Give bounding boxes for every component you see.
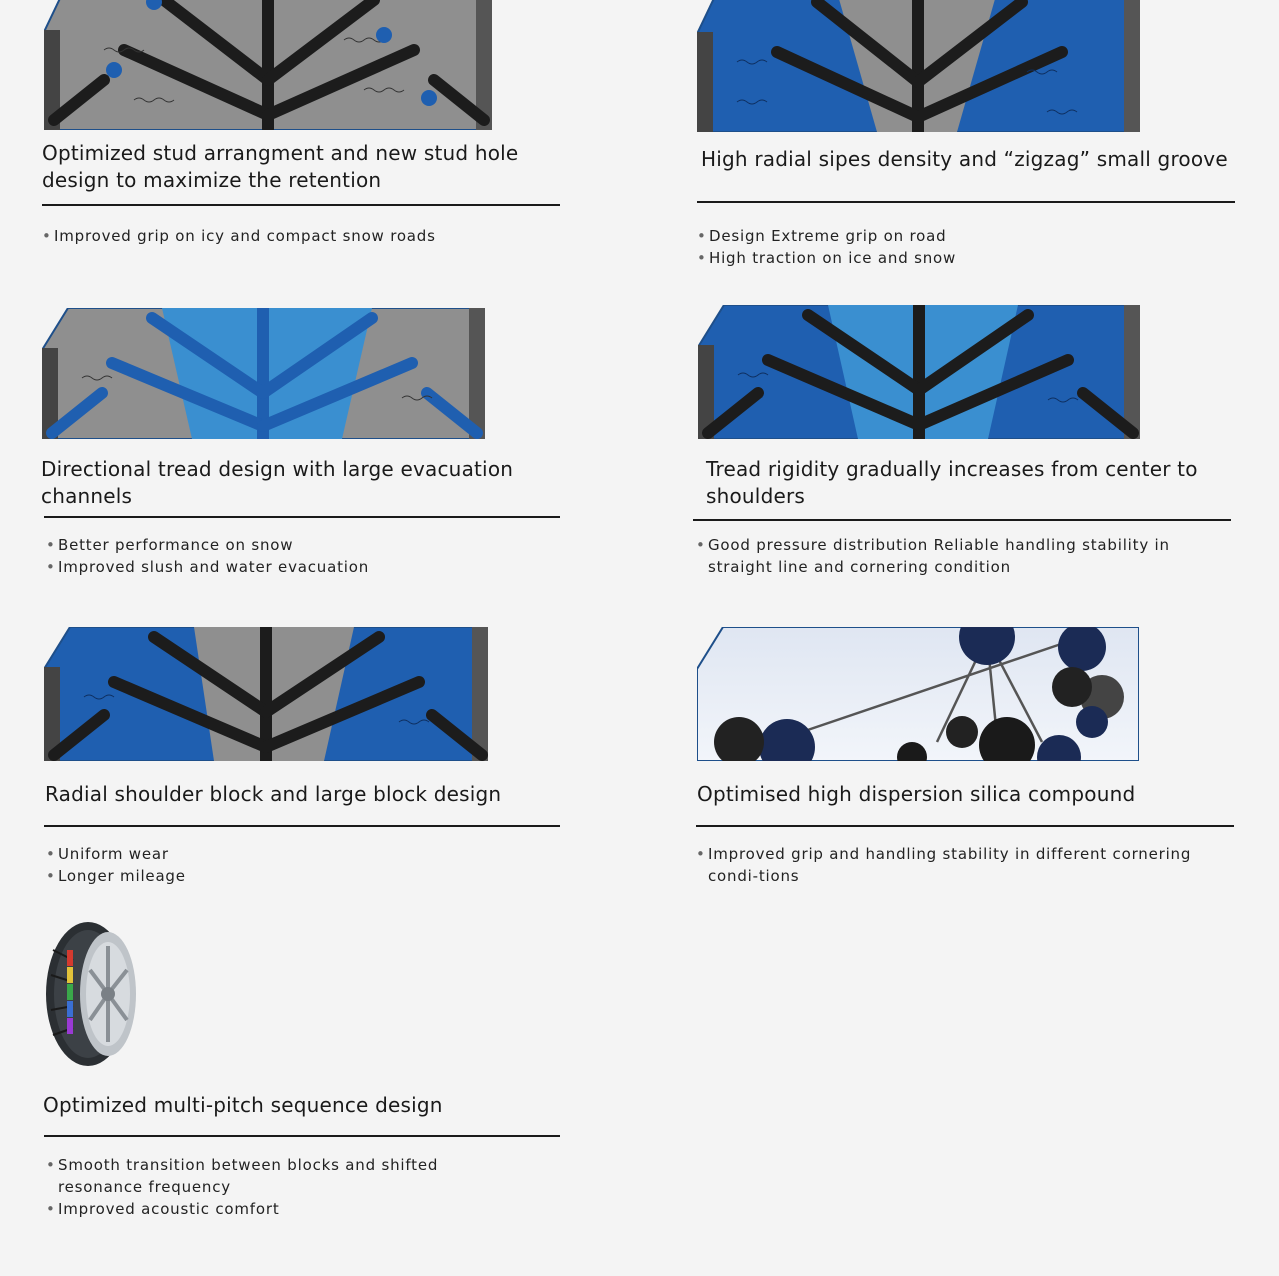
bullet-item: • Improved grip and handling stability in different cornering condi-tions [696, 843, 1236, 887]
feature-title: Optimised high dispersion silica compound [697, 782, 1136, 806]
feature-title: Optimized stud arrangment and new stud hole design to maximize the retention [42, 141, 519, 192]
bullet-list [42, 225, 572, 247]
feature-title: High radial sipes density and “zigzag” small groove [701, 147, 1228, 171]
bullet-list [46, 843, 576, 887]
sipes-tread-image [697, 0, 1140, 132]
bullet-item: • Smooth transition between blocks and shifted resonance frequency [46, 1154, 526, 1198]
feature-title: Tread rigidity gradually increases from center to shoulders [706, 457, 1198, 508]
bullet-list [696, 534, 1236, 578]
bullet-list [46, 1154, 526, 1220]
bullet-list [697, 225, 1237, 269]
bullet-item: • Better performance on snow [46, 534, 576, 556]
stud-tread-image [44, 0, 492, 130]
bullet-item: • High traction on ice and snow [697, 247, 1237, 269]
bullet-list [46, 534, 576, 578]
silica-molecule-image [697, 627, 1139, 761]
divider [697, 201, 1235, 203]
tire-image [43, 920, 137, 1068]
bullet-list [696, 843, 1236, 887]
feature-title: Radial shoulder block and large block design [45, 782, 502, 806]
bullet-item: • Improved slush and water evacuation [46, 556, 576, 578]
divider [693, 519, 1231, 521]
bullet-item: • Design Extreme grip on road [697, 225, 1237, 247]
divider [42, 204, 560, 206]
divider [44, 516, 560, 518]
divider [44, 1135, 560, 1137]
divider [696, 825, 1234, 827]
bullet-item: • Longer mileage [46, 865, 576, 887]
divider [44, 825, 560, 827]
bullet-item: • Good pressure distribution Reliable handling stability in straight line and cornering condition [696, 534, 1236, 578]
bullet-item: • Improved grip on icy and compact snow roads [42, 225, 572, 247]
shoulder-tread-image [44, 627, 488, 761]
feature-title: Optimized multi-pitch sequence design [43, 1093, 443, 1117]
bullet-item: • Improved acoustic comfort [46, 1198, 526, 1220]
bullet-item: • Uniform wear [46, 843, 576, 865]
feature-title: Directional tread design with large evacuation channels [41, 457, 514, 508]
directional-tread-image [42, 308, 485, 439]
rigidity-tread-image [698, 305, 1140, 439]
